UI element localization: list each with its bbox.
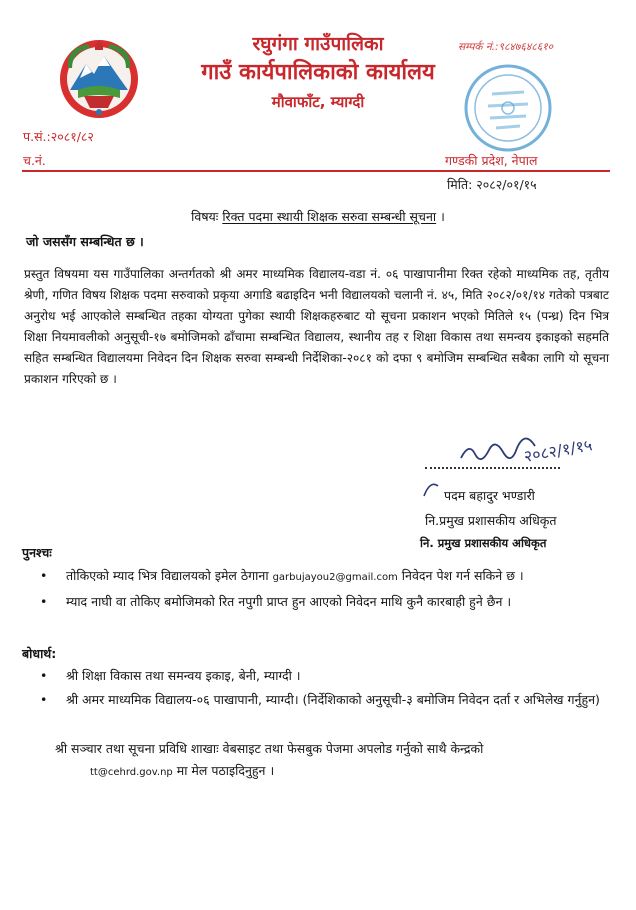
subject-line [0,208,636,225]
salutation: जो जससँग सम्बन्धित छ । [26,234,144,249]
it-section-line: श्री सञ्चार तथा सूचना प्रविधि शाखाः वेबसाइट तथा फेसबुक पेजमा अपलोड गर्नुको साथै केन्द्रको [55,741,484,756]
office-address: मौवाफाँट, म्याग्दी [271,93,365,111]
signature-date: २०८२/१/१५ [522,435,594,466]
postscript-heading: पुनश्चः [22,545,52,560]
signature-flourish [420,478,442,500]
letter-date: मिति: २०८२/०१/१५ [447,177,537,192]
body-paragraph: प्रस्तुत विषयमा यस गाउँपालिका अन्तर्गतको श्री अमर माध्यमिक विद्यालय-वडा नं. ०६ पाखापानीमा रिक्त रहेको माध्यमिक तह, तृतीय श्रेणी, गणित विषय शिक्षक पदमा सरुवाको प्रकृया अगाडि बढाइदिन भनी विद्यालयको चलानी नं. ४५, मिति २०८२/०१/१४ गतेको पत्रबाट अनुरोध भई आएकोले सम्बन्धित तहका योग्यता पुगेका स्थायी शिक्षकहरुबाट यो सूचना प्रकाशन भएको मितिले १५ (पन्ध्र) दिन भित्र शिक्षा नियमावलीको अनुसूची-१७ बमोजिमको ढाँचामा सम्बन्धित विद्यालय, स्थानीय तह र शिक्षा विकास तथा समन्वय इकाइको सहमति सहित सम्बन्धित विद्यालयमा निवेदन दिन शिक्षक सरुवा सम्बन्धी निर्देशिका-२०८१ को दफा ९ बमोजिम सम्बन्धित सबैका लागि यो सूचना प्रकाशन गरिएको छ । [24,267,609,387]
school-email: garbujayou2@gmail.com [272,572,398,583]
it-section-tail: tt@cehrd.gov.np मा मेल पठाइदिनुहुन । [90,763,275,778]
letter-body [24,264,609,391]
contact-number: सम्पर्क नं.:९८४७६४८६१० [458,41,554,53]
subject-end: । [440,209,445,224]
info-item: • श्री शिक्षा विकास तथा समन्वय इकाइ, बेनी, म्याग्दी । [40,666,600,687]
info-heading: बोधार्थ: [22,646,57,661]
signatory-title: नि.प्रमुख प्रशासकीय अधिकृत [425,513,557,528]
office-seal [462,62,554,154]
signature-line [425,467,560,469]
signatory-stamp: नि. प्रमुख प्रशासकीय अधिकृत [420,536,547,550]
info-list [40,666,600,713]
province-label: गण्डकी प्रदेश, नेपाल [445,153,538,168]
subject-text: रिक्त पदमा स्थायी शिक्षक सरुवा सम्बन्धी सूचना [222,209,437,224]
dispatch-number: च.नं. [23,153,46,168]
center-email: tt@cehrd.gov.np [90,767,173,778]
office-name: गाउँ कार्यपालिकाको कार्यालय [201,60,435,85]
signatory-name: पदम बहादुर भण्डारी [444,488,535,503]
reference-number: प.सं.:२०८१/८२ [23,129,94,144]
postscript-item: • म्याद नाघी वा तोकिए बमोजिमको रित नपुगी प्राप्त हुन आएको निवेदन माथि कुनै कारबाही हुने छैन । [40,592,600,613]
postscript-item: • तोकिएको म्याद भित्र विद्यालयको इमेल ठेगाना garbujayou2@gmail.com निवेदन पेश गर्न सकिने छ । [40,566,600,589]
info-item: • श्री अमर माध्यमिक विद्यालय-०६ पाखापानी, म्याग्दी। (निर्देशिकाको अनुसूची-३ बमोजिम निवेदन दर्ता र अभिलेख गर्नुहुन) [40,690,600,711]
subject-label: विषयः [191,209,219,224]
header-divider [22,170,610,172]
municipality-name: रघुगंगा गाउँपालिका [252,33,384,55]
postscript-list [40,566,600,615]
